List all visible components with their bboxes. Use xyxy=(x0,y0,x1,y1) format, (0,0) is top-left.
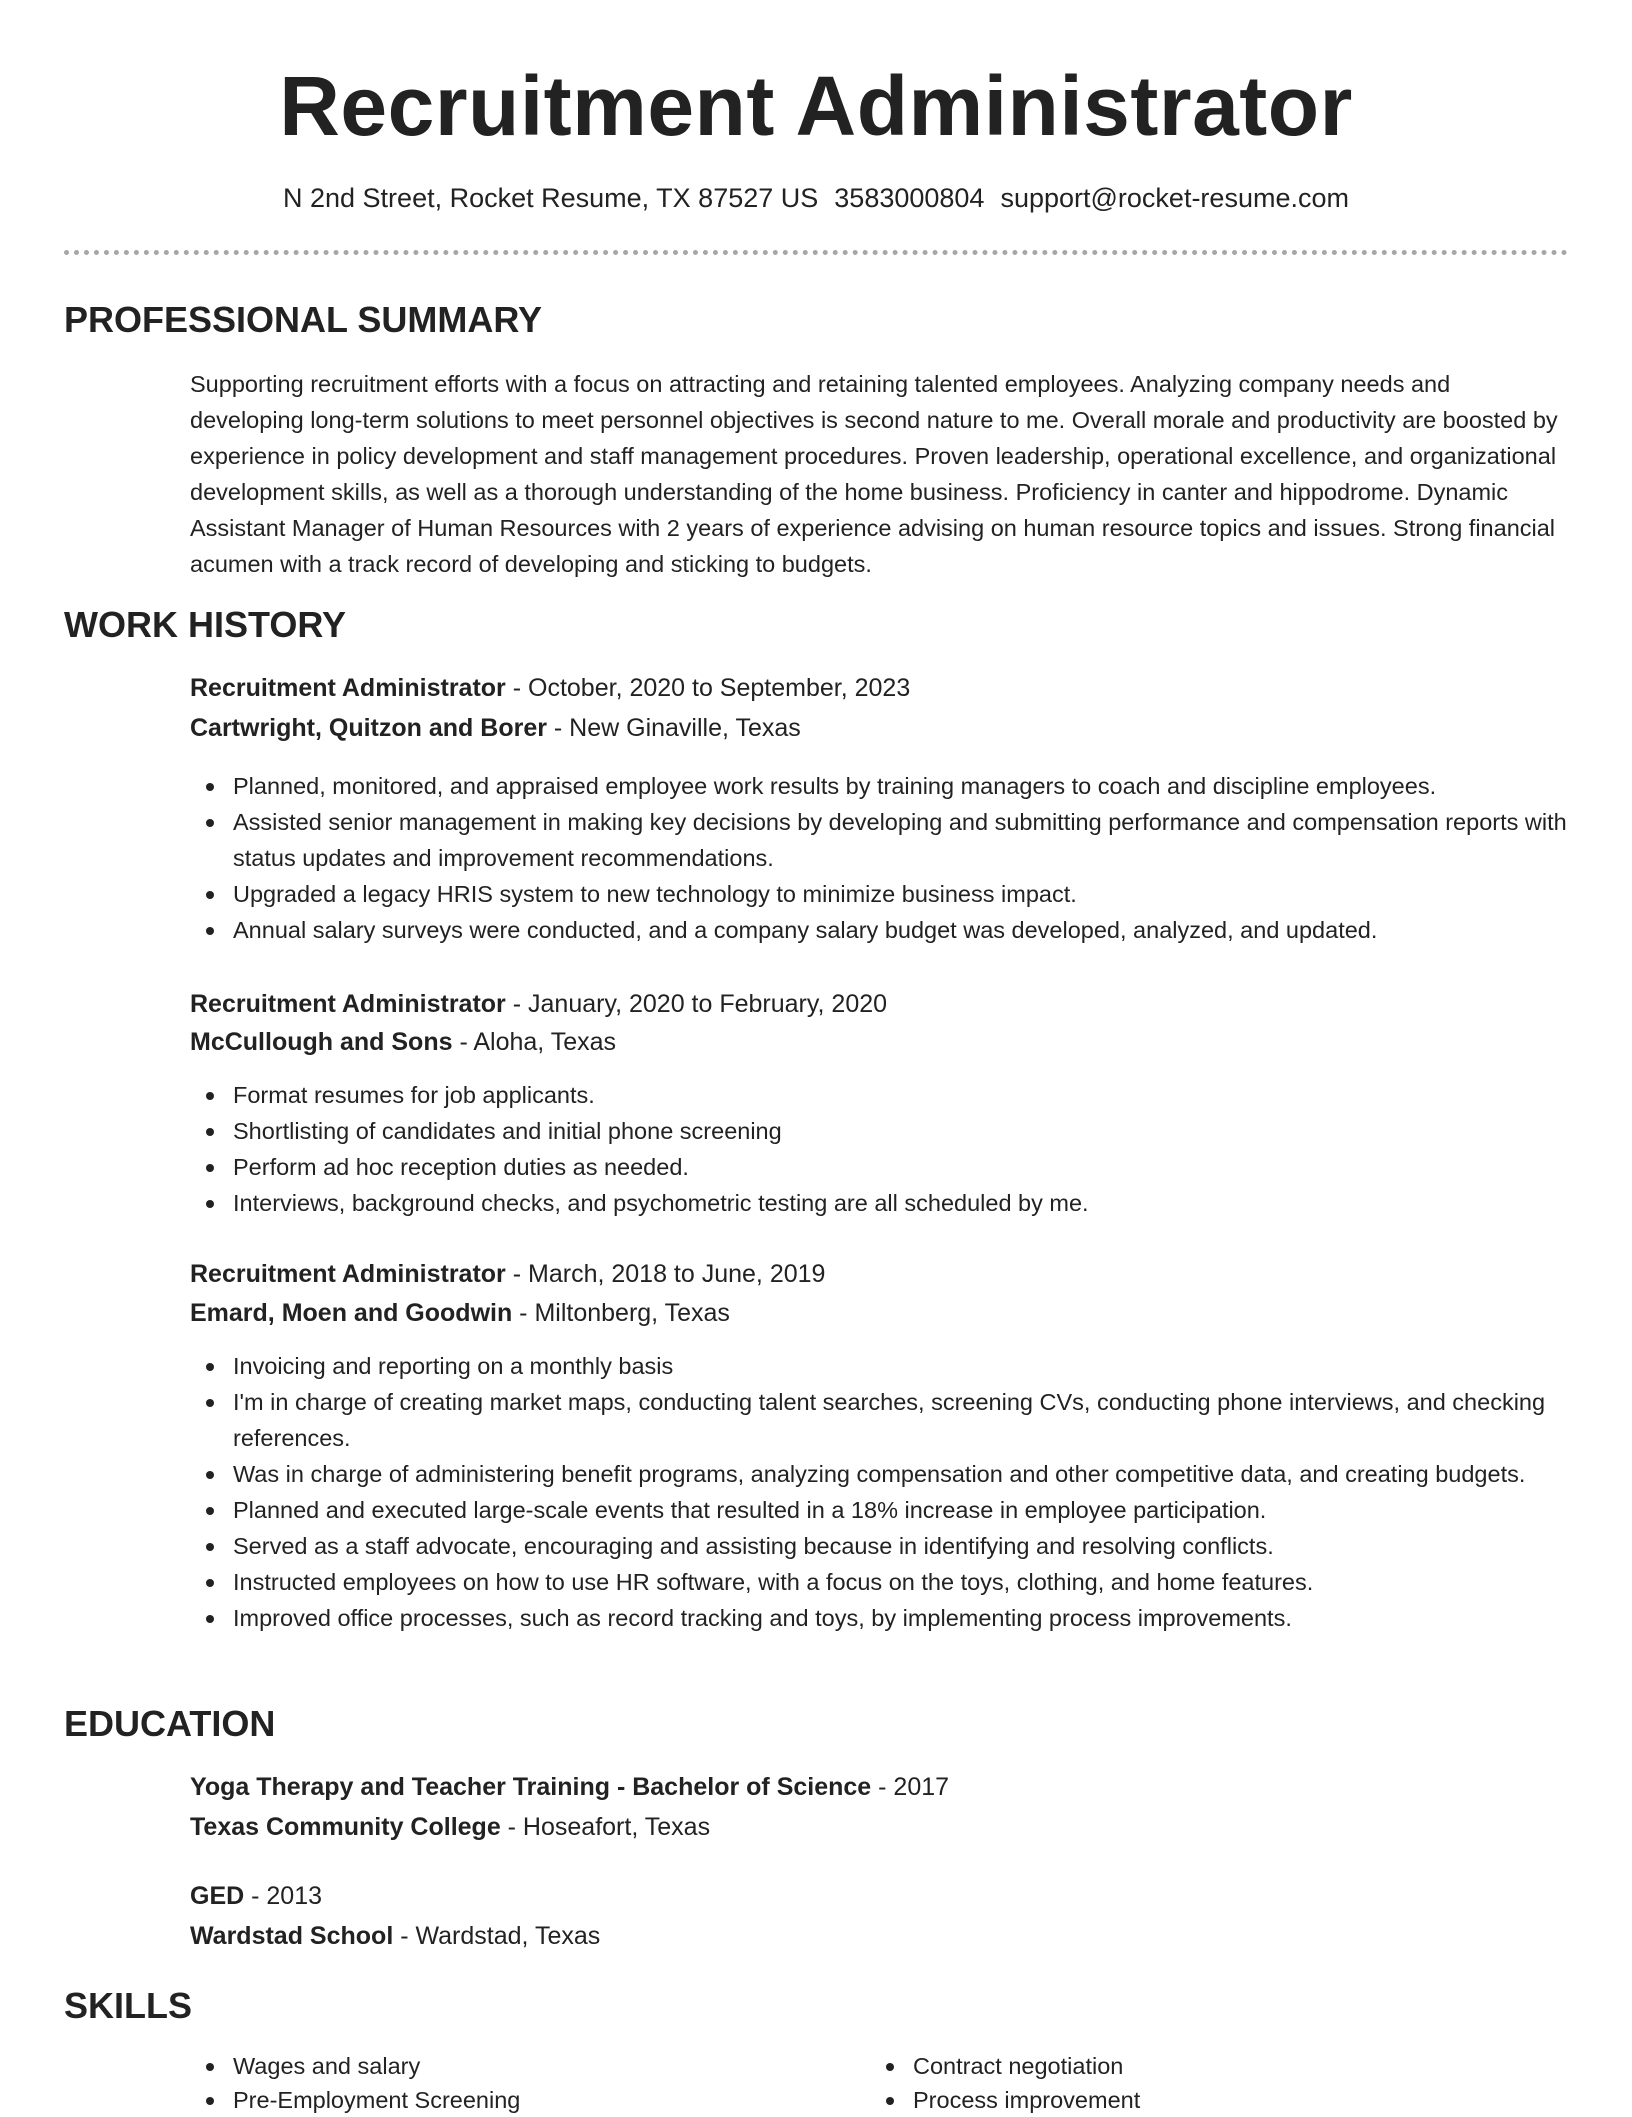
edu-1-degree-line xyxy=(190,1767,1560,1807)
skill-item: Wages and salary xyxy=(190,2049,870,2083)
job-1-company: Cartwright, Quitzon and Borer xyxy=(190,714,547,742)
job-2-bullets xyxy=(190,1077,1603,1221)
edu-1-degree: Yoga Therapy and Teacher Training - Bachelor of Science xyxy=(190,1773,872,1801)
job-2-company: McCullough and Sons xyxy=(190,1028,453,1056)
job-2-title-line xyxy=(190,984,1560,1024)
list-item: Format resumes for job applicants. xyxy=(233,1077,1603,1113)
list-item: Perform ad hoc reception duties as needed. xyxy=(233,1149,1603,1185)
job-3-company: Emard, Moen and Goodwin xyxy=(190,1299,513,1327)
job-3-company-line xyxy=(190,1293,1560,1333)
job-1-location: - New Ginaville, Texas xyxy=(546,714,801,742)
list-item: I'm in charge of creating market maps, conducting talent searches, screening CVs, conducting phone interviews, and checking references. xyxy=(233,1384,1603,1456)
job-1-company-line xyxy=(190,708,1560,748)
job-3-position: Recruitment Administrator xyxy=(190,1260,506,1288)
work-history-heading: WORK HISTORY xyxy=(64,604,347,645)
skills-heading: SKILLS xyxy=(64,1985,193,2026)
contact-phone: 3583000804 xyxy=(834,183,985,213)
list-item: Upgraded a legacy HRIS system to new technology to minimize business impact. xyxy=(233,876,1603,912)
skill-item: Pre-Employment Screening xyxy=(190,2083,870,2117)
edu-1-year: - 2017 xyxy=(871,1773,950,1801)
job-2-dates: - January, 2020 to February, 2020 xyxy=(505,990,888,1018)
job-1-title-line xyxy=(190,668,1560,708)
edu-1-school-line xyxy=(190,1807,1560,1847)
job-1-dates: - October, 2020 to September, 2023 xyxy=(505,674,911,702)
edu-2-location: - Wardstad, Texas xyxy=(393,1922,601,1950)
job-2-company-line xyxy=(190,1022,1560,1062)
header-divider xyxy=(64,250,1568,255)
list-item: Interviews, background checks, and psychometric testing are all scheduled by me. xyxy=(233,1185,1603,1221)
edu-2-school-line xyxy=(190,1916,1560,1956)
job-1-position: Recruitment Administrator xyxy=(190,674,506,702)
edu-1-school: Texas Community College xyxy=(190,1813,501,1841)
list-item: Improved office processes, such as record tracking and toys, by implementing process improvements. xyxy=(233,1600,1603,1636)
edu-2-degree-line xyxy=(190,1876,1560,1916)
list-item: Served as a staff advocate, encouraging and assisting because in identifying and resolving conflicts. xyxy=(233,1528,1603,1564)
summary-text: Supporting recruitment efforts with a focus on attracting and retaining talented employees. Analyzing company needs and developing long-term solutions to meet personnel objectives is second nature to me. Overall morale and productivity are boosted by experience in policy development and staff management procedures. Proven leadership, operational excellence, and organizational development skills, as well as a thorough understanding of the home business. Proficiency in canter and hippodrome. Dynamic Assistant Manager of Human Resources with 2 years of experience advising on human resource topics and issues. Strong financial acumen with a track record of developing and sticking to budgets. xyxy=(190,371,1558,577)
edu-2-year: - 2013 xyxy=(244,1882,323,1910)
list-item: Shortlisting of candidates and initial phone screening xyxy=(233,1113,1603,1149)
job-2-position: Recruitment Administrator xyxy=(190,990,506,1018)
skill-item: Process improvement xyxy=(870,2083,1550,2117)
list-item: Planned and executed large-scale events that resulted in a 18% increase in employee participation. xyxy=(233,1492,1603,1528)
list-item: Invoicing and reporting on a monthly basis xyxy=(233,1348,1603,1384)
edu-2-school: Wardstad School xyxy=(190,1922,394,1950)
edu-2-degree: GED xyxy=(190,1882,245,1910)
resume-name: Recruitment Administrator xyxy=(279,59,1353,153)
contact-address: N 2nd Street, Rocket Resume, TX 87527 US xyxy=(283,183,819,213)
job-3-dates: - March, 2018 to June, 2019 xyxy=(505,1260,826,1288)
skills-list xyxy=(190,2049,1560,2117)
list-item: Planned, monitored, and appraised employee work results by training managers to coach and discipline employees. xyxy=(233,768,1603,804)
job-3-location: - Miltonberg, Texas xyxy=(512,1299,730,1327)
list-item: Instructed employees on how to use HR software, with a focus on the toys, clothing, and home features. xyxy=(233,1564,1603,1600)
job-3-bullets xyxy=(190,1348,1603,1636)
summary-heading: PROFESSIONAL SUMMARY xyxy=(64,299,543,340)
list-item: Was in charge of administering benefit programs, analyzing compensation and other competitive data, and creating budgets. xyxy=(233,1456,1603,1492)
contact-line xyxy=(0,180,1632,216)
edu-1-location: - Hoseafort, Texas xyxy=(500,1813,711,1841)
list-item: Assisted senior management in making key decisions by developing and submitting performance and compensation reports with status updates and improvement recommendations. xyxy=(233,804,1603,876)
skill-item: Contract negotiation xyxy=(870,2049,1550,2083)
job-3-title-line xyxy=(190,1254,1560,1294)
list-item: Annual salary surveys were conducted, and a company salary budget was developed, analyzed, and updated. xyxy=(233,912,1603,948)
contact-email: support@rocket-resume.com xyxy=(1000,183,1349,213)
job-1-bullets xyxy=(190,768,1603,948)
job-2-location: - Aloha, Texas xyxy=(452,1028,617,1056)
education-heading: EDUCATION xyxy=(64,1703,276,1744)
